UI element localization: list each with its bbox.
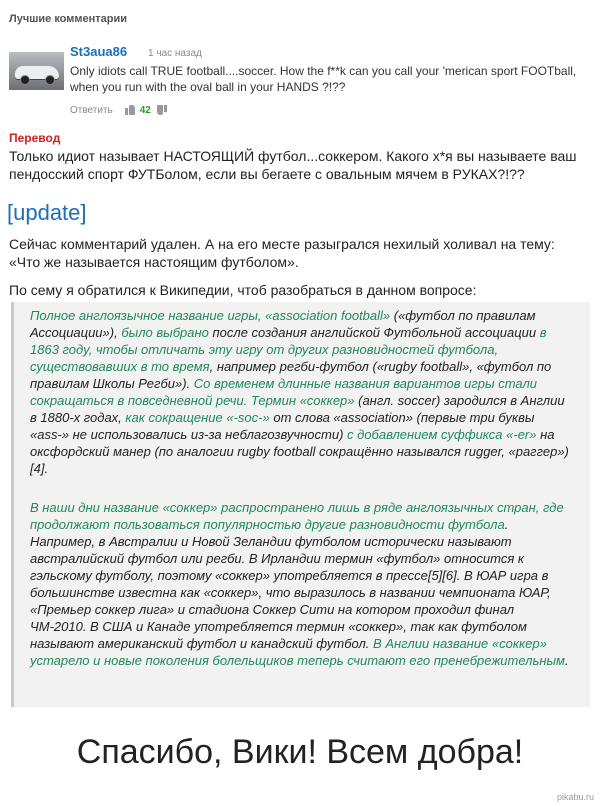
quote-span: В Англии название «соккер» устарело и новые поколения болельщиков теперь считают его пренебрежительным — [30, 636, 565, 668]
quote-span: в 1863 году, чтобы отличать эту игру от других разновидностей футбола, существовавших в то время — [30, 325, 547, 374]
quote-span: Полное англоязычное название игры, «association football» — [30, 308, 391, 323]
quote-span: . Например, в Австралии и Новой Зеландии футболом исторически называют австралийский футбол или регби. В Ирландии термин «футбол» относится к гэльскому футболу, поэтому «соккер» употребляется в прессе[5][6]. В ЮАР игра в большинстве известна как «соккер», что выразилось в названии чемпионата ЮАР, «Премьер соккер лига» и стадиона Соккер Сити на котором проходил финал ЧМ-2010. В США и Канаде употребляется термин «соккер», так как футболом называют американский футбол и канадский футбол. — [30, 517, 551, 651]
quote-paragraph-1 — [30, 307, 570, 477]
comment-time: 1 час назад — [148, 48, 202, 59]
quote-span: («футбол по правилам Ассоциации»), — [30, 308, 536, 340]
quote-span: на оксфордский манер (по аналогии rugby football сокращённо назывался rugger, «раггер»)[4]. — [30, 427, 569, 476]
comment-text: Only idiots call TRUE football....soccer. How the f**k can you call your 'merican sport FOOTball, when you run with the oval ball in your HANDS ?!?? — [70, 64, 577, 94]
avatar[interactable] — [9, 52, 64, 90]
update-heading: [update] — [7, 200, 87, 225]
quote-span: . — [564, 653, 569, 668]
best-comments-header: Лучшие комментарии — [9, 13, 128, 25]
translation-label: Перевод — [9, 131, 61, 145]
like-count: 42 — [139, 104, 151, 116]
comment-actions — [70, 103, 167, 117]
reply-button[interactable]: Ответить — [70, 104, 113, 116]
update-paragraph: Сейчас комментарий удален. А на его месте разыгрался нехилый холивал на тему: «Что же называется настоящим футболом». — [9, 236, 555, 270]
translation-text: Только идиот называет НАСТОЯЩИЙ футбол...соккером. Какого х*я вы называете ваш пендосский спорт ФУТБолом, если вы бегаете с овальным мячем в РУКАХ?!?? — [9, 148, 577, 182]
quote-span: после создания английской Футбольной ассоциации — [208, 325, 540, 340]
wiki-intro: По сему я обратился к Википедии, чтоб разобраться в данном вопросе: — [9, 282, 477, 298]
quote-span: как сокращение «-soc-» — [125, 410, 270, 425]
closing-text: Спасибо, Вики! Всем добра! — [76, 733, 524, 771]
quote-span: , например регби-футбол («rugby football», «футбол по правилам Школы Регби»). — [30, 359, 552, 391]
watermark: pikabu.ru — [556, 792, 594, 802]
comment-card — [9, 44, 589, 122]
quote-span: В наши дни название «соккер» распространено лишь в ряде англоязычных стран, где продолжают пользоваться популярностью другие разновидности футбола — [30, 500, 564, 532]
quote-span: Со временем длинные названия вариантов игры стали сокращаться в повседневной речи. Термин «соккер» — [30, 376, 538, 408]
thumbs-down-icon[interactable] — [157, 105, 167, 115]
quote-paragraph-2 — [30, 499, 570, 669]
quote-span: от слова «association» (первые три буквы «ass-» не использовались из-за неблагозвучности) — [30, 410, 535, 442]
wikipedia-quote — [11, 302, 590, 707]
quote-span: с добавлением суффикса «-er» — [347, 427, 537, 442]
quote-span: (англ. soccer) зародился в Англии в 1880-х годах, — [30, 393, 565, 425]
comment-author[interactable]: St3aua86 — [70, 44, 128, 59]
thumbs-up-icon[interactable] — [125, 105, 135, 115]
quote-span: было выбрано — [121, 325, 209, 340]
